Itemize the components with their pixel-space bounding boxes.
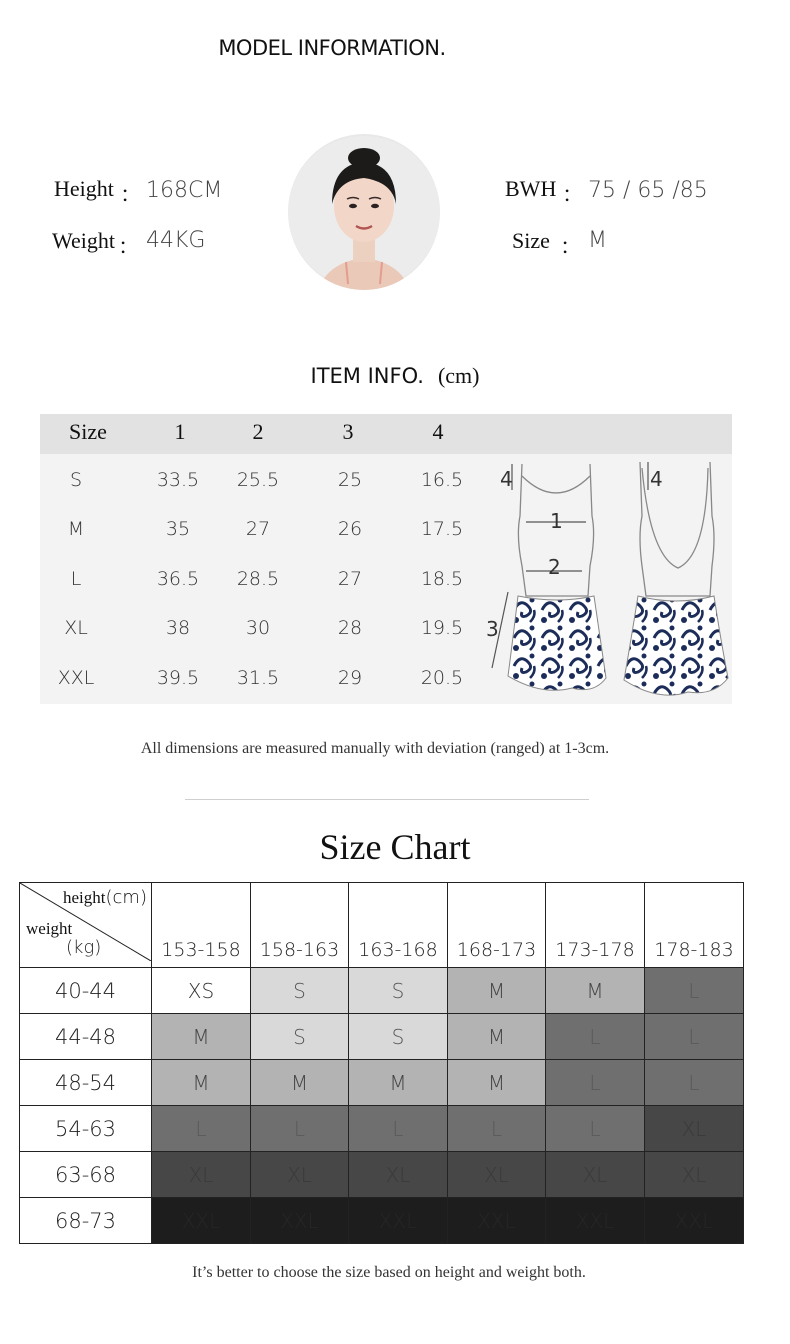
section-divider [185, 799, 589, 800]
item-header-4: 4 [432, 419, 444, 444]
measurement-note: All dimensions are measured manually with deviation (ranged) at 1-3cm. [140, 740, 610, 757]
height-range-header: 153-158 [152, 883, 251, 968]
item-cell: 28.5 [236, 568, 280, 590]
size-cell: XXL [645, 1198, 744, 1244]
size-cell: L [448, 1106, 546, 1152]
height-range-header: 178-183 [645, 883, 744, 968]
size-cell: L [152, 1106, 251, 1152]
weight-range-cell: 44-48 [20, 1014, 152, 1060]
item-cell: 17.5 [420, 518, 464, 540]
diagram-label-3: 3 [486, 617, 499, 641]
height-range-header: 173-178 [546, 883, 645, 968]
size-cell: M [251, 1060, 349, 1106]
item-cell: 18.5 [420, 568, 464, 590]
height-colon: ： [120, 182, 143, 207]
size-cell: XXL [251, 1198, 349, 1244]
item-cell: 33.5 [156, 469, 200, 491]
size-label: Size [512, 228, 550, 253]
corner-height-unit: (cm) [105, 887, 147, 908]
size-cell: L [546, 1060, 645, 1106]
size-cell: S [349, 968, 448, 1014]
corner-weight-unit: (kg) [66, 937, 102, 958]
item-cell: 16.5 [420, 469, 464, 491]
item-cell: 26 [337, 518, 363, 540]
item-cell: 25 [337, 469, 363, 491]
item-cell: 20.5 [420, 667, 464, 689]
diagram-label-4-front: 4 [500, 467, 513, 491]
item-header-3: 3 [342, 419, 354, 444]
size-chart-body [20, 968, 744, 1244]
size-chart-title: Size Chart [319, 827, 471, 867]
size-cell: XXL [448, 1198, 546, 1244]
size-advice-note: It’s better to choose the size based on height and weight both. [192, 1264, 586, 1281]
item-info-label: ITEM INFO. [310, 364, 424, 388]
size-chart-row [20, 1014, 744, 1060]
size-cell: L [645, 1014, 744, 1060]
size-cell: L [546, 1106, 645, 1152]
size-colon: ： [560, 234, 583, 259]
size-cell: XXL [546, 1198, 645, 1244]
size-cell: XL [251, 1152, 349, 1198]
size-chart-row [20, 1152, 744, 1198]
bwh-value: 75 / 65 /85 [588, 178, 708, 203]
diagram-label-2: 2 [548, 555, 561, 579]
size-cell: XXL [152, 1198, 251, 1244]
item-info-unit: (cm) [437, 363, 480, 388]
size-cell: M [448, 1060, 546, 1106]
size-chart-row [20, 968, 744, 1014]
diagram-label-1: 1 [550, 509, 563, 533]
item-cell: 36.5 [156, 568, 200, 590]
corner-height-label [63, 887, 147, 908]
size-chart-row [20, 1106, 744, 1152]
item-cell: 38 [165, 617, 191, 639]
size-cell: L [251, 1106, 349, 1152]
size-chart-table [19, 882, 744, 1244]
item-table-header [40, 414, 732, 454]
item-cell: 27 [337, 568, 363, 590]
size-cell: XL [349, 1152, 448, 1198]
model-info-title: MODEL INFORMATION. [218, 36, 446, 60]
size-cell: S [349, 1014, 448, 1060]
corner-height-text: height [63, 888, 106, 907]
item-cell: M [67, 518, 85, 540]
size-cell: XL [645, 1106, 744, 1152]
size-cell: M [448, 968, 546, 1014]
size-cell: M [349, 1060, 448, 1106]
size-chart-row [20, 1198, 744, 1244]
size-value: M [588, 228, 607, 253]
size-chart-corner [20, 883, 152, 968]
size-cell: L [645, 968, 744, 1014]
item-cell: XL [64, 617, 88, 639]
garment-measurement-diagram [482, 456, 732, 702]
bwh-label: BWH [505, 176, 557, 201]
item-info-title [0, 363, 790, 389]
size-cell: S [251, 968, 349, 1014]
size-cell: S [251, 1014, 349, 1060]
size-cell: L [349, 1106, 448, 1152]
weight-range-cell: 40-44 [20, 968, 152, 1014]
item-cell: 35 [165, 518, 191, 540]
item-cell: S [69, 469, 83, 491]
corner-weight-label: weight [26, 919, 73, 938]
size-cell: XXL [349, 1198, 448, 1244]
height-range-header: 163-168 [349, 883, 448, 968]
size-cell: M [448, 1014, 546, 1060]
size-chart-row [20, 1060, 744, 1106]
bwh-colon: ： [562, 182, 585, 207]
item-header-1: 1 [174, 419, 186, 444]
weight-label: Weight [52, 228, 115, 253]
size-cell: XL [645, 1152, 744, 1198]
weight-range-cell: 68-73 [20, 1198, 152, 1244]
weight-colon: ： [118, 234, 141, 259]
size-cell: M [152, 1060, 251, 1106]
weight-value: 44KG [146, 228, 206, 253]
item-cell: 31.5 [236, 667, 280, 689]
weight-range-cell: 54-63 [20, 1106, 152, 1152]
item-cell: 25.5 [236, 469, 280, 491]
item-cell: 39.5 [156, 667, 200, 689]
height-label: Height [54, 176, 114, 201]
size-cell: XS [152, 968, 251, 1014]
height-range-header: 158-163 [251, 883, 349, 968]
weight-range-cell: 48-54 [20, 1060, 152, 1106]
size-cell: L [546, 1014, 645, 1060]
size-cell: M [546, 968, 645, 1014]
item-cell: 29 [337, 667, 363, 689]
item-cell: XXL [57, 667, 95, 689]
model-photo [288, 134, 440, 290]
item-cell: 30 [245, 617, 271, 639]
size-cell: XL [152, 1152, 251, 1198]
diagram-label-4-back: 4 [650, 467, 663, 491]
size-chart-header-row [20, 883, 744, 968]
item-header-size: Size [69, 419, 107, 444]
item-cell: L [70, 568, 82, 590]
size-cell: XL [546, 1152, 645, 1198]
height-value: 168CM [146, 178, 223, 203]
item-cell: 19.5 [420, 617, 464, 639]
item-cell: 27 [245, 518, 271, 540]
size-cell: L [645, 1060, 744, 1106]
size-cell: XL [448, 1152, 546, 1198]
item-header-2: 2 [252, 419, 264, 444]
weight-range-cell: 63-68 [20, 1152, 152, 1198]
item-cell: 28 [337, 617, 363, 639]
size-cell: M [152, 1014, 251, 1060]
height-range-header: 168-173 [448, 883, 546, 968]
